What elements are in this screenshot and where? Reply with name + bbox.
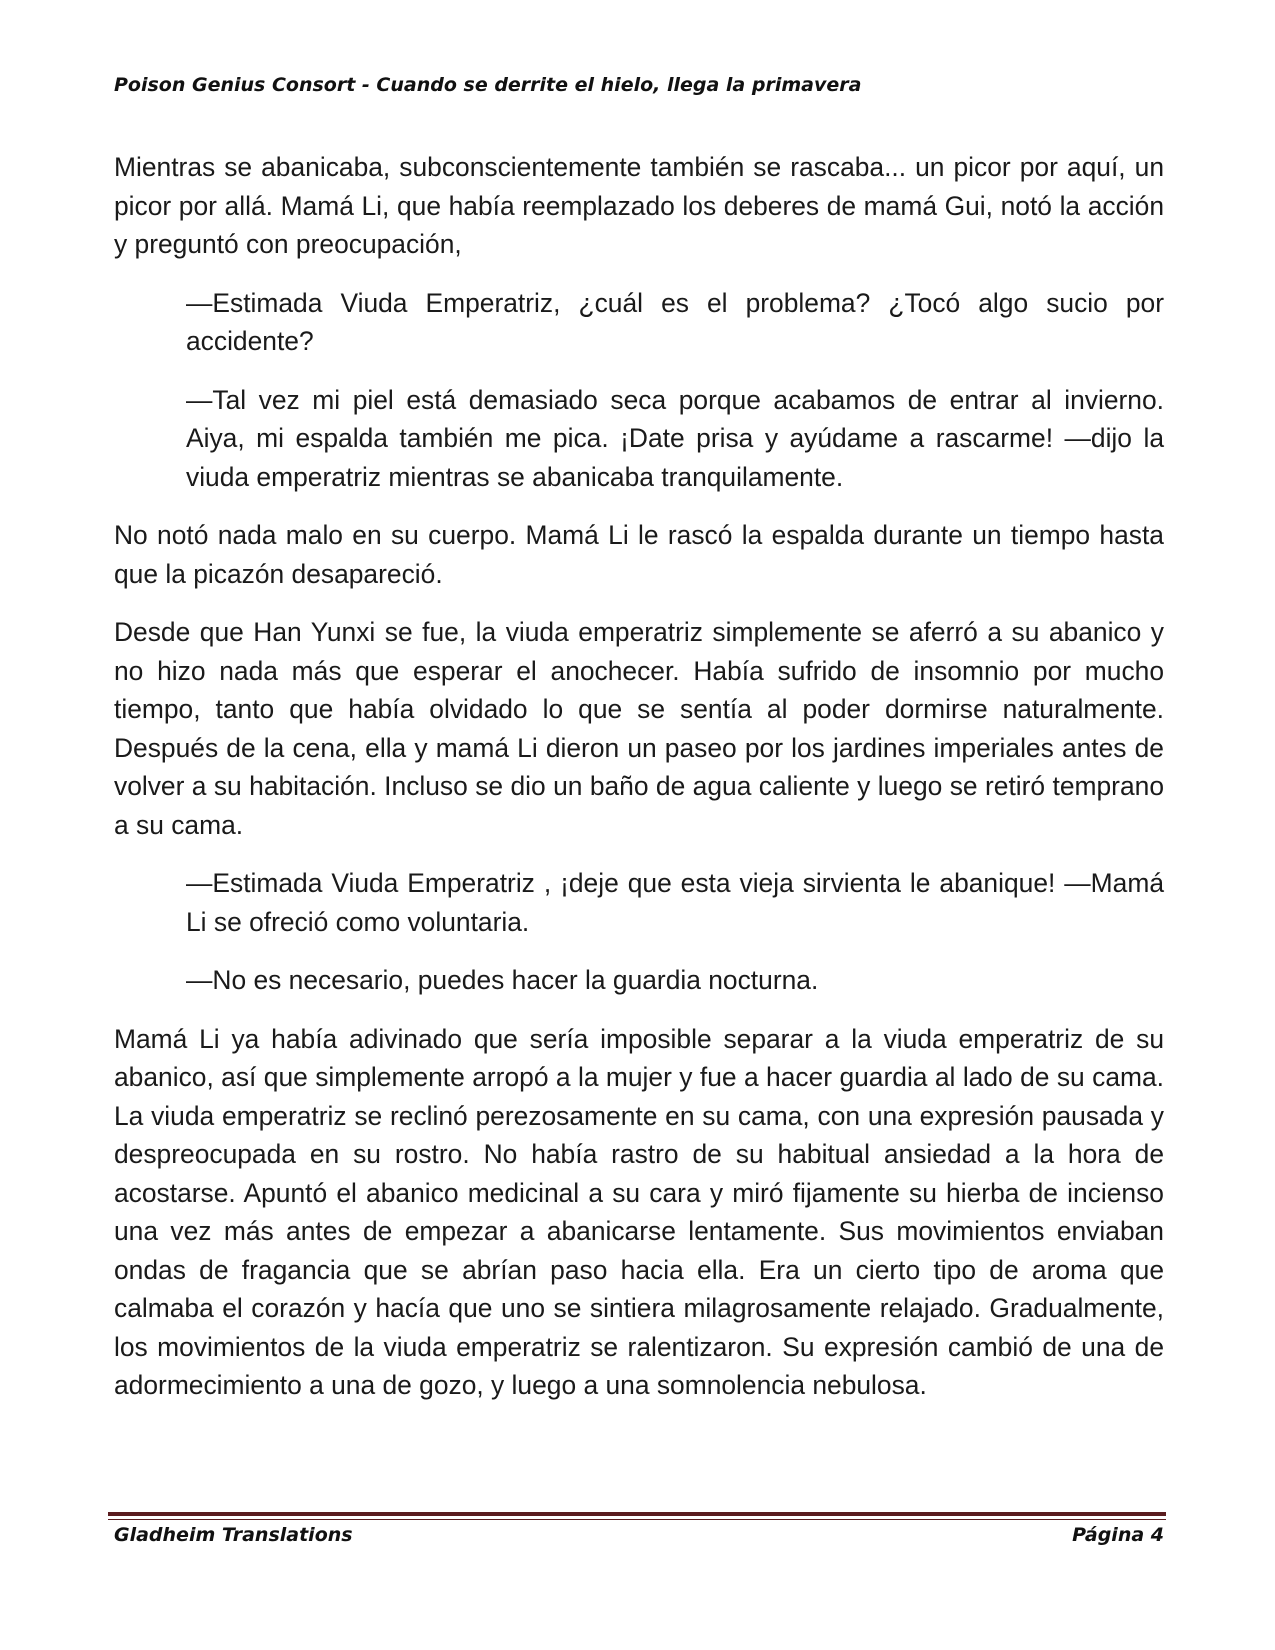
paragraph: No notó nada malo en su cuerpo. Mamá Li le rascó la espalda durante un tiempo hasta que la picazón desapareció. bbox=[114, 520, 1164, 589]
dialogue-paragraph: —Estimada Viuda Emperatriz, ¿cuál es el problema? ¿Tocó algo sucio por accidente? bbox=[186, 287, 1164, 356]
page-header-title: Poison Genius Consort - Cuando se derrite el hielo, llega la primavera bbox=[114, 74, 862, 96]
paragraph: Desde que Han Yunxi se fue, la viuda emperatriz simplemente se aferró a su abanico y no hizo nada más que esperar el anochecer. Había sufrido de insomnio por mucho tiempo, tanto que había olvidado lo que se sentía al poder dormirse naturalmente. Después de la cena, ella y mamá Li dieron un paseo por los jardines imperiales antes de volver a su habitación. Incluso se dio un baño de agua caliente y luego se retiró temprano a su cama. bbox=[114, 617, 1164, 840]
document-body bbox=[114, 148, 1164, 1405]
footer-divider-thin bbox=[108, 1519, 1166, 1520]
dialogue-paragraph: —No es necesario, puedes hacer la guardia nocturna. bbox=[186, 965, 819, 995]
page-footer bbox=[114, 1524, 1164, 1546]
paragraph: Mamá Li ya había adivinado que sería imposible separar a la viuda emperatriz de su abanico, así que simplemente arropó a la mujer y fue a hacer guardia al lado de su cama. La viuda emperatriz se reclinó perezosamente en su cama, con una expresión pausada y despreocupada en su rostro. No había rastro de su habitual ansiedad a la hora de acostarse. Apuntó el abanico medicinal a su cara y miró fijamente su hierba de incienso una vez más antes de empezar a abanicarse lentamente. Sus movimientos enviaban ondas de fragancia que se abrían paso hacia ella. Era un cierto tipo de aroma que calmaba el corazón y hacía que uno se sintiera milagrosamente relajado. Gradualmente, los movimientos de la viuda emperatriz se ralentizaron. Su expresión cambió de una de adormecimiento a una de gozo, y luego a una somnolencia nebulosa. bbox=[114, 1023, 1164, 1400]
page-number: Página 4 bbox=[1072, 1524, 1164, 1546]
footer-publisher: Gladheim Translations bbox=[114, 1524, 353, 1546]
footer-divider-thick bbox=[108, 1512, 1166, 1516]
dialogue-paragraph: —Tal vez mi piel está demasiado seca porque acabamos de entrar al invierno. Aiya, mi espalda también me pica. ¡Date prisa y ayúdame a rascarme! —dijo la viuda emperatriz mientras se abanicaba tranquilamente. bbox=[186, 384, 1164, 492]
dialogue-paragraph: —Estimada Viuda Emperatriz , ¡deje que esta vieja sirvienta le abanique! —Mamá Li se ofreció como voluntaria. bbox=[186, 868, 1164, 937]
paragraph: Mientras se abanicaba, subconscientemente también se rascaba... un picor por aquí, un picor por allá. Mamá Li, que había reemplazado los deberes de mamá Gui, notó la acción y preguntó con preocupación, bbox=[114, 152, 1164, 259]
